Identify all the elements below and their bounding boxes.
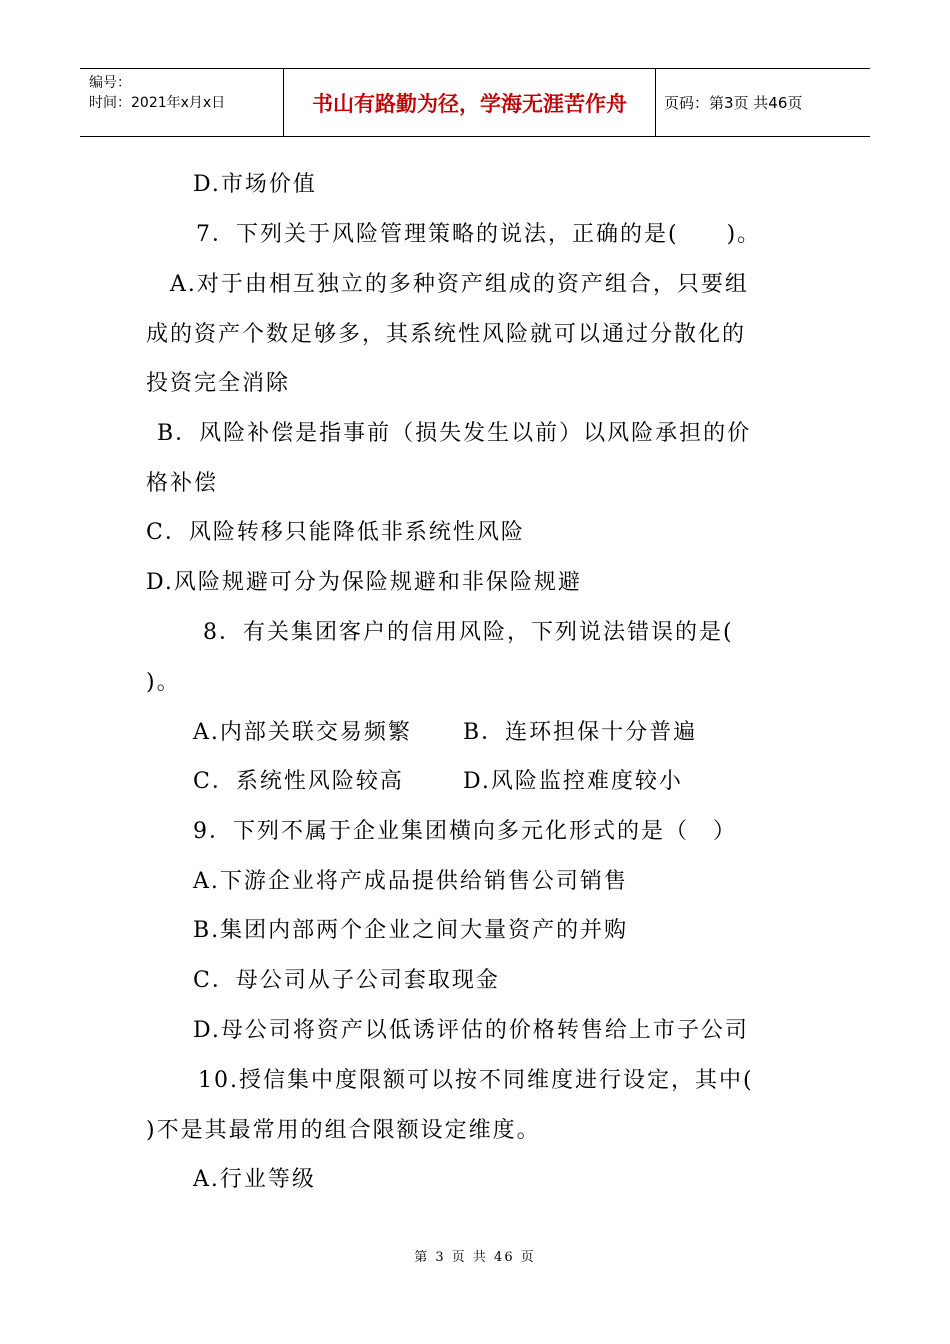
text-line: 成的资产个数足够多，其系统性风险就可以通过分散化的 [146,322,747,347]
question-9: 9．下列不属于企业集团横向多元化形式的是（ ） [193,819,737,844]
question-7: 7．下列关于风险管理策略的说法，正确的是( )。 [196,222,762,247]
header-page-info: 页码：第3页 共46页 [664,94,803,112]
question-10: 10.授信集中度限额可以按不同维度进行设定，其中( [198,1068,754,1093]
header-motto: 书山有路勤为径，学海无涯苦作舟 [283,69,656,136]
page-footer: 第 3 页 共 46 页 [414,1250,536,1265]
text-line: )不是其最常用的组合限额设定维度。 [146,1118,541,1143]
text-line: )。 [146,670,181,695]
question-8: 8．有关集团客户的信用风险，下列说法错误的是( [203,620,734,645]
text-line: C．风险转移只能降低非系统性风险 [146,520,525,545]
text-line: D.风险监控难度较小 [463,769,683,794]
text-line: C．母公司从子公司套取现金 [193,968,500,993]
header-meta-cell [80,69,283,136]
text-line: A.内部关联交易频繁 [193,720,412,745]
text-line: B.集团内部两个企业之间大量资产的并购 [193,918,629,943]
text-line: A.下游企业将产成品提供给销售公司销售 [193,869,628,894]
text-line: 格补偿 [146,471,219,496]
text-line: C．系统性风险较高 [193,769,404,794]
text-line: D.母公司将资产以低诱评估的价格转售给上市子公司 [193,1018,749,1043]
text-line: B．连环担保十分普遍 [463,720,698,745]
header-number-label: 编号： [89,75,131,91]
text-line: D.市场价值 [193,172,317,197]
text-line: D.风险规避可分为保险规避和非保险规避 [146,570,582,595]
text-line: B．风险补偿是指事前（损失发生以前）以风险承担的价 [157,421,752,446]
header-time-label: 时间：2021年x月x日 [89,95,226,111]
text-line: 投资完全消除 [146,371,291,396]
page-header [80,68,870,137]
text-line: A.对于由相互独立的多种资产组成的资产组合，只要组 [170,272,749,297]
text-line: A.行业等级 [193,1167,316,1192]
